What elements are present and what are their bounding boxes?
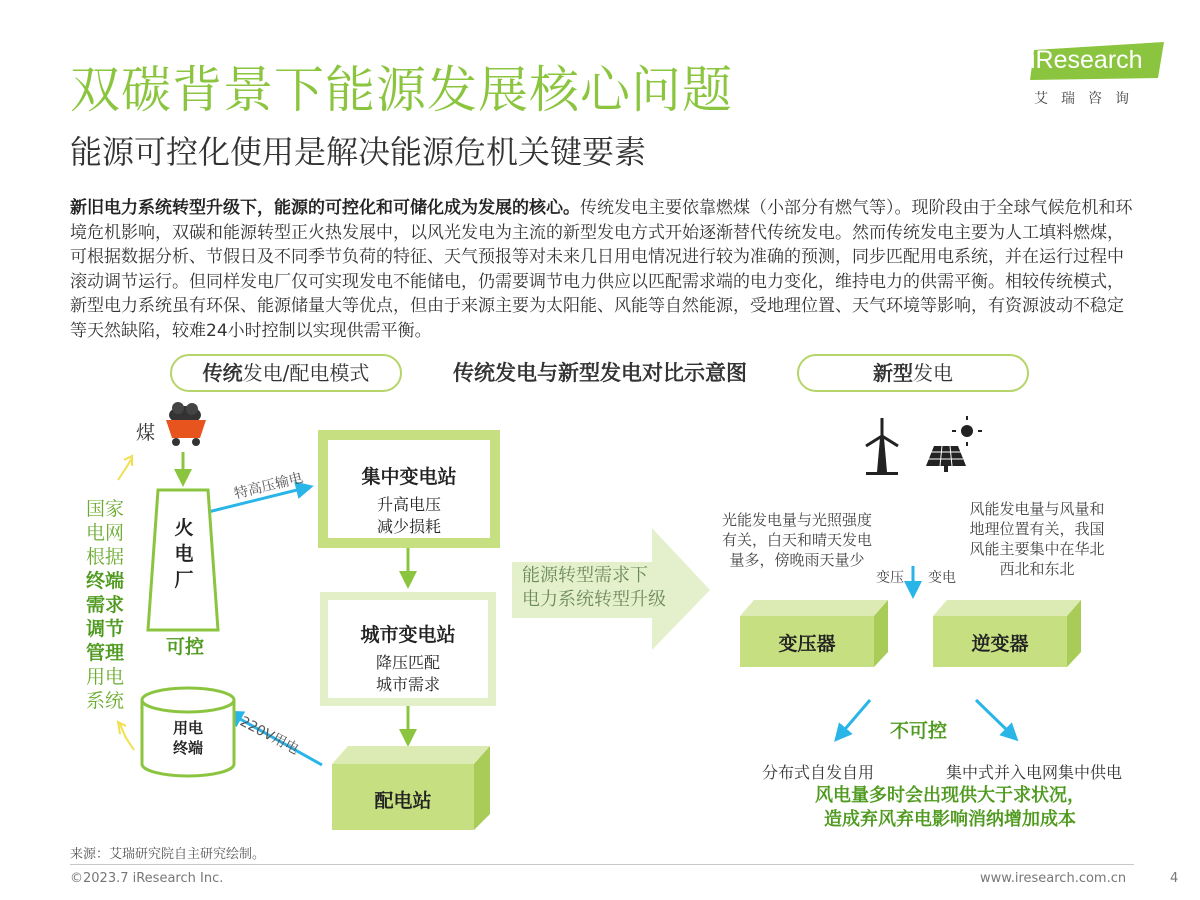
left-pill-bold: 传统 [202, 361, 243, 385]
uncontrollable-label: 不可控 [890, 720, 948, 742]
right-pill-rest: 发电 [913, 361, 953, 385]
central-substation-line1: 升高电压 [376, 495, 441, 514]
transition-text-line2: 电力系统转型升级 [522, 589, 666, 610]
end-terminal-line2: 终端 [172, 739, 203, 757]
uhv-label: 特高压输电 [232, 469, 305, 503]
transformer-label: 变压器 [778, 633, 836, 655]
yellow-up-arrow [118, 458, 132, 480]
conclusion-line1: 风电量多时会出现供大于求状况， [815, 785, 1085, 806]
right-pill-bold: 新型 [873, 361, 913, 385]
wind-note-3: 风能主要集中在华北 [969, 540, 1105, 558]
grid-text-8: 用电 [85, 666, 124, 688]
city-substation-title: 城市变电站 [360, 624, 456, 646]
grid-text-6: 调节 [85, 618, 124, 640]
wind-turbine-icon [853, 416, 909, 475]
grid-text-7: 管理 [85, 642, 124, 664]
grid-text-4: 终端 [85, 570, 124, 592]
solar-note-1: 光能发电量与光照强度 [721, 511, 872, 529]
diagram-title: 传统发电与新型发电对比示意图 [453, 361, 747, 385]
centralized-label: 集中式并入电网集中供电 [946, 763, 1123, 782]
source-note: 来源：艾瑞研究院自主研究绘制。 [70, 847, 266, 862]
wind-note [951, 499, 1123, 579]
end-terminal-line1: 用电 [172, 719, 203, 737]
logo-text-cn: 艾瑞咨询 [1034, 91, 1142, 107]
wind-note-2: 地理位置有关，我国 [969, 520, 1105, 538]
central-substation [318, 430, 500, 548]
power-plant-label: 火电厂 [174, 517, 194, 591]
transform-label: 变压 [876, 570, 904, 586]
convert-label: 变电 [928, 570, 956, 586]
intro-text: 传统发电主要依靠燃煤（小部分有燃气等）。现阶段由于全球气候危机和环境危机影响，双碳和能源转型正火热发展中，以风光发电为主流的新型发电方式开始逐渐替代传统发电。然而传统发电主要为人工填料燃煤，可根据数据分析、节假日及不同季节负荷的特征、天气预报等对未来几日用电情况进行较为准确的预测，同步匹配用电系统，并在运行过程中滚动调节运行。但同样发电厂仅可实现发电不能储电，仍需要调节电力供应以匹配需求端的电力变化，维持电力的供需平衡。相较传统模式，新型电力系统虽有环保、能源储量大等优点，但由于来源主要为太阳能、风能等自然能源，受地理位置、天气环境等影响，有资源波动不稳定等天然缺陷，较难24小时控制以实现供需平衡。 [70, 198, 1133, 341]
grid-text-3: 根据 [85, 546, 124, 568]
solar-note [707, 510, 887, 570]
split-left-arrow [840, 700, 870, 735]
page-subtitle: 能源可控化使用是解决能源危机关键要素 [70, 133, 647, 171]
logo-text-en: iResearch [1030, 46, 1143, 74]
grid-text-5: 需求 [85, 594, 124, 616]
wind-note-4: 西北和东北 [999, 560, 1075, 578]
yellow-down-arrow [120, 724, 134, 750]
grid-management-text [84, 497, 126, 713]
transition-text-line1: 能源转型需求下 [522, 565, 648, 586]
city-substation-line2: 城市需求 [375, 675, 440, 694]
v220-label: 220V用电 [237, 713, 302, 758]
solar-note-2: 有关，白天和晴天发电 [721, 531, 872, 549]
conclusion-text [750, 784, 1150, 832]
copyright: ©2023.7 iResearch Inc. [70, 871, 224, 886]
distributed-label: 分布式自发自用 [762, 763, 875, 782]
solar-panel-icon [926, 416, 982, 472]
central-substation-title: 集中变电站 [361, 466, 457, 488]
left-pill-rest: 发电/配电模式 [242, 361, 370, 385]
coal-cart-icon [166, 402, 206, 446]
coal-label: 煤 [136, 422, 156, 444]
page-title: 双碳背景下能源发展核心问题 [70, 61, 733, 119]
grid-text-1: 国家 [85, 498, 124, 520]
split-right-arrow [976, 700, 1012, 735]
solar-note-3: 量多，傍晚雨天量少 [729, 551, 865, 569]
page-number: 4 [1170, 871, 1179, 886]
wind-note-1: 风能发电量与风量和 [969, 500, 1105, 518]
grid-text-2: 电网 [85, 522, 124, 544]
website-link[interactable]: www.iresearch.com.cn [980, 871, 1127, 886]
central-substation-line2: 减少损耗 [376, 517, 441, 536]
city-substation [320, 592, 496, 706]
footer-divider [70, 864, 1134, 865]
city-substation-line1: 降压匹配 [375, 653, 440, 672]
grid-text-9: 系统 [85, 690, 124, 712]
transition-text [522, 564, 666, 612]
inverter-label: 逆变器 [971, 633, 1029, 655]
end-terminal-label [160, 718, 216, 758]
controllable-label: 可控 [166, 636, 205, 658]
intro-bold-lead: 新旧电力系统转型升级下，能源的可控化和可储化成为发展的核心。 [70, 198, 580, 218]
conclusion-line2: 造成弃风弃电影响消纳增加成本 [824, 809, 1076, 830]
distribution-station-label: 配电站 [374, 790, 432, 812]
